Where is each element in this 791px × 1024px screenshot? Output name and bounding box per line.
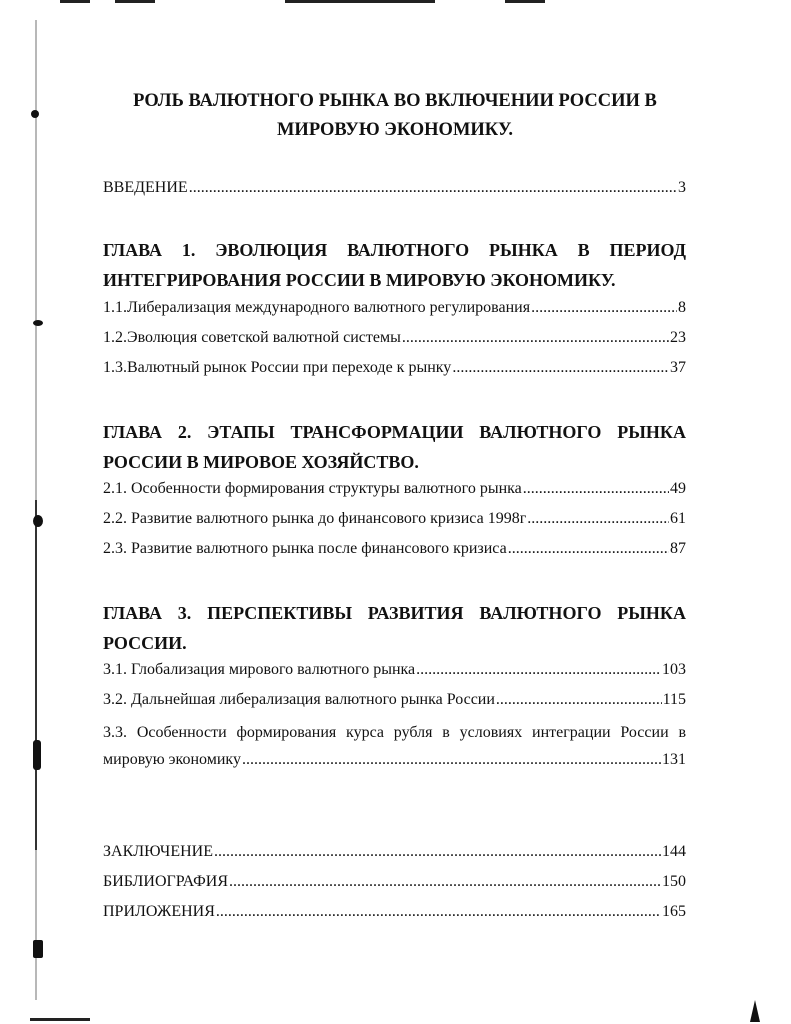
heading-word: ГЛАВА (103, 422, 163, 442)
heading-word: РАЗВИТИЯ (367, 603, 464, 623)
scan-artifact-top (0, 0, 791, 4)
toc-entry-label: 1.3.Валютный рынок России при переходе к рынку (103, 359, 452, 376)
toc-entry-label: 2.3. Развитие валютного рынка после финансового кризиса (103, 540, 507, 557)
dot-leader (216, 903, 661, 921)
heading-word: РЫНКА (617, 422, 686, 442)
toc-entry-3-3-line-2 (103, 751, 686, 775)
toc-entry-label: ВВЕДЕНИЕ (103, 179, 188, 196)
heading-word: ПЕРСПЕКТИВЫ (207, 603, 353, 623)
toc-entry-label: ЗАКЛЮЧЕНИЕ (103, 843, 213, 860)
scan-artifact-left-edge (33, 20, 37, 1000)
heading-word: В (577, 240, 590, 260)
heading-word: 2. (177, 422, 192, 442)
chapter-1-heading-line-2: ИНТЕГРИРОВАНИЯ РОССИИ В МИРОВУЮ ЭКОНОМИКУ. (103, 270, 616, 290)
toc-entry-page: 103 (662, 661, 686, 678)
scan-artifact-bottom (30, 1018, 90, 1021)
toc-entry-page: 49 (670, 480, 686, 497)
toc-entry-label: 3.1. Глобализация мирового валютного рынка (103, 661, 416, 678)
toc-entry-label: мировую экономику (103, 751, 241, 768)
dot-leader (242, 751, 661, 769)
chapter-3-heading-line-1 (103, 599, 686, 627)
toc-entry-page: 87 (670, 540, 686, 557)
toc-entry-label: 1.1.Либерализация международного валютного регулирования (103, 299, 531, 316)
toc-entry-label: 3.2. Дальнейшая либерализация валютного рынка России (103, 691, 495, 708)
toc-entry-page: 23 (670, 329, 686, 346)
document-title-line-2: МИРОВУЮ ЭКОНОМИКУ. (276, 120, 514, 140)
toc-entry-label: ПРИЛОЖЕНИЯ (103, 903, 215, 920)
dot-leader (229, 873, 661, 891)
dot-leader (508, 540, 669, 558)
chapter-1-heading-line-1 (103, 236, 686, 264)
heading-word: ГЛАВА (103, 603, 163, 623)
toc-entry-2-3 (103, 540, 686, 564)
heading-word: ТРАНСФОРМАЦИИ (290, 422, 464, 442)
toc-entry-2-1 (103, 480, 686, 504)
heading-word: РЫНКА (489, 240, 558, 260)
toc-entry-page: 144 (662, 843, 686, 860)
toc-entry-conclusion (103, 843, 686, 867)
toc-entry-3-2 (103, 691, 686, 715)
toc-entry-1-3 (103, 359, 686, 383)
chapter-3-heading-line-2: РОССИИ. (103, 633, 187, 653)
dot-leader (452, 359, 669, 377)
toc-entry-page: 131 (662, 751, 686, 768)
toc-entry-page: 37 (670, 359, 686, 376)
scan-artifact-corner (750, 1000, 760, 1022)
toc-entry-introduction (103, 179, 686, 203)
dot-leader (496, 691, 662, 709)
dot-leader (523, 480, 669, 498)
toc-entry-page: 150 (662, 873, 686, 890)
toc-entry-page: 165 (662, 903, 686, 920)
dot-leader (531, 299, 677, 317)
heading-word: ВАЛЮТНОГО (479, 603, 602, 623)
toc-entry-label: БИБЛИОГРАФИЯ (103, 873, 229, 890)
heading-word: РЫНКА (617, 603, 686, 623)
toc-entry-label: 2.1. Особенности формирования структуры валютного рынка (103, 480, 522, 497)
dot-leader (402, 329, 669, 347)
heading-word: ЭВОЛЮЦИЯ (215, 240, 328, 260)
toc-entry-1-2 (103, 329, 686, 353)
toc-entry-page: 3 (678, 179, 686, 196)
toc-entry-bibliography (103, 873, 686, 897)
heading-word: 1. (181, 240, 196, 260)
dot-leader (527, 510, 669, 528)
heading-word: ЭТАПЫ (207, 422, 275, 442)
toc-entry-3-1 (103, 661, 686, 685)
toc-entry-1-1 (103, 299, 686, 323)
document-title-line-1: РОЛЬ ВАЛЮТНОГО РЫНКА ВО ВКЛЮЧЕНИИ РОССИИ В (133, 91, 657, 111)
heading-word: ВАЛЮТНОГО (347, 240, 470, 260)
toc-entry-page: 8 (678, 299, 686, 316)
heading-word: ГЛАВА (103, 240, 163, 260)
toc-entry-2-2 (103, 510, 686, 534)
toc-entry-appendices (103, 903, 686, 927)
dot-leader (416, 661, 661, 679)
toc-entry-label: 2.2. Развитие валютного рынка до финансового кризиса 1998г (103, 510, 527, 527)
heading-word: ВАЛЮТНОГО (479, 422, 602, 442)
chapter-2-heading-line-2: РОССИИ В МИРОВОЕ ХОЗЯЙСТВО. (103, 452, 419, 472)
toc-entry-label: 1.2.Эволюция советской валютной системы (103, 329, 401, 346)
heading-word: 3. (177, 603, 192, 623)
toc-entry-3-3-line-1: 3.3. Особенности формирования курса рубля в условиях интеграции России в (103, 724, 686, 741)
toc-entry-page: 115 (662, 691, 686, 708)
chapter-2-heading-line-1 (103, 418, 686, 446)
heading-word: ПЕРИОД (609, 240, 686, 260)
dot-leader (214, 843, 661, 861)
toc-entry-page: 61 (670, 510, 686, 527)
dot-leader (189, 179, 677, 197)
